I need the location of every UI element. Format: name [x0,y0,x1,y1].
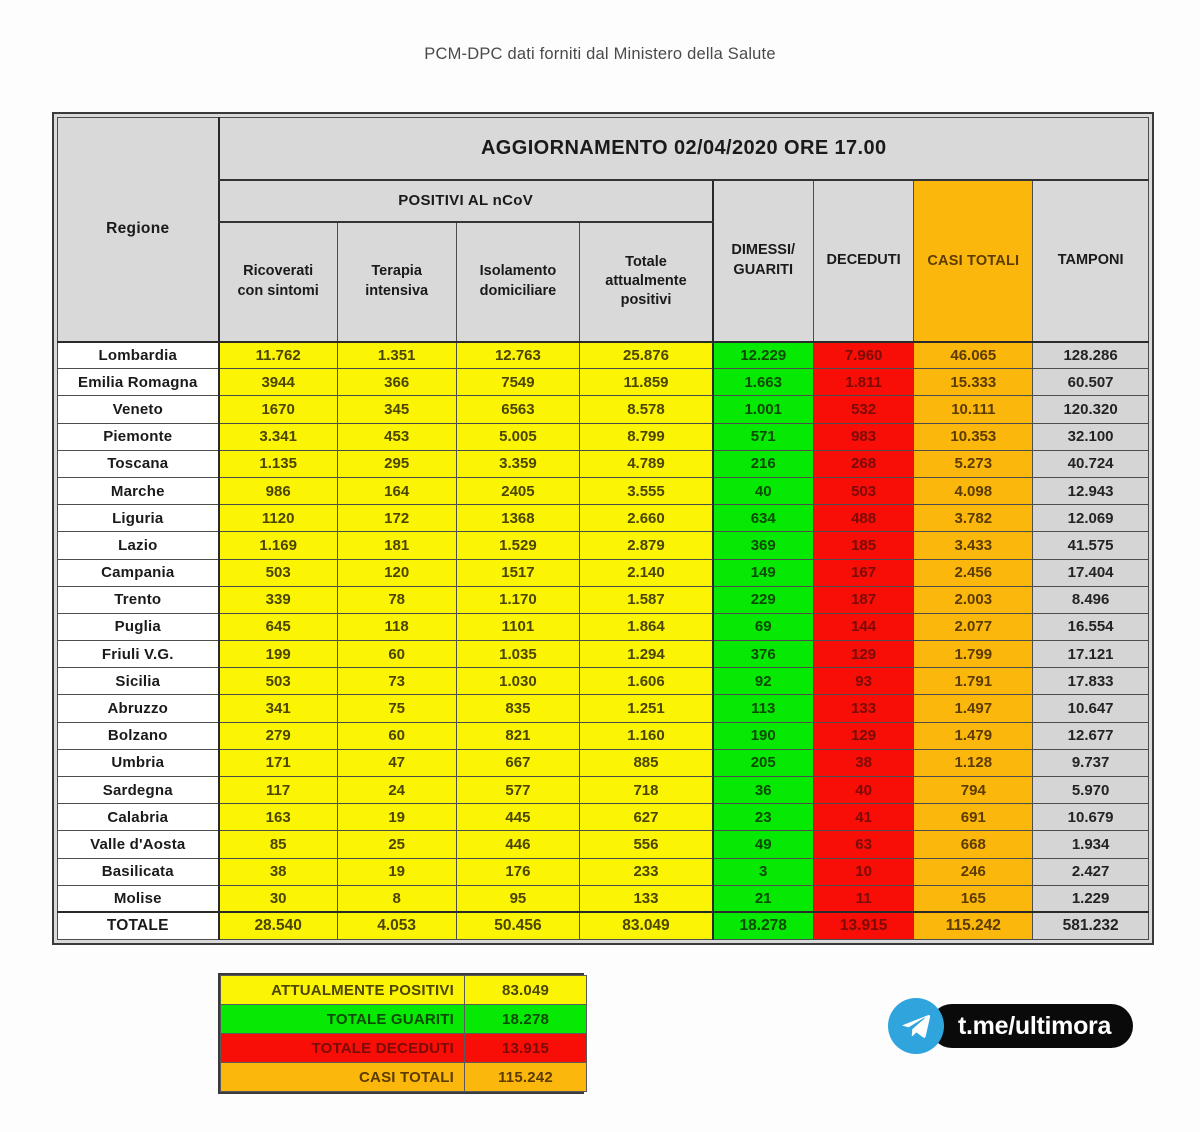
cell-totale-positivi: 718 [580,777,713,804]
header-dimessi-line2: GUARITI [733,261,794,278]
cell-terapia: 118 [337,613,456,640]
cell-casi-totali: 794 [914,777,1033,804]
cell-totale-positivi: 8.578 [580,396,713,423]
cell-terapia: 25 [337,831,456,858]
header-isolamento-line2: domiciliare [479,282,557,299]
cell-dimessi: 216 [713,450,814,477]
cell-totale-positivi: 1.160 [580,722,713,749]
cell-casi-totali: 10.353 [914,423,1033,450]
cell-ricoverati: 503 [219,559,338,586]
cell-ricoverati: 986 [219,477,338,504]
header-totpos-line2: attualmente [605,272,687,289]
cell-terapia: 345 [337,396,456,423]
cell-casi-totali: 3.433 [914,532,1033,559]
cell-casi-totali: 1.128 [914,749,1033,776]
cell-terapia: 120 [337,559,456,586]
cell-tamponi: 12.069 [1033,505,1149,532]
cell-totale-positivi: 1.251 [580,695,713,722]
table-row [58,505,1149,532]
cell-deceduti: 38 [813,749,914,776]
cell-terapia: 60 [337,641,456,668]
cell-isolamento: 1101 [456,613,580,640]
cell-totale-positivi: 1.587 [580,586,713,613]
header-tamponi: TAMPONI [1033,180,1149,342]
cell-tamponi: 12.677 [1033,722,1149,749]
header-deceduti: DECEDUTI [813,180,914,342]
cell-isolamento: 1.035 [456,641,580,668]
cell-deceduti: 63 [813,831,914,858]
cell-tamponi: 17.833 [1033,668,1149,695]
cell-regione: Veneto [58,396,219,423]
cell-ricoverati: 171 [219,749,338,776]
cell-terapia: 73 [337,668,456,695]
cell-isolamento: 50.456 [456,912,580,939]
cell-totale-positivi: 1.294 [580,641,713,668]
cell-dimessi: 36 [713,777,814,804]
cell-ricoverati: 503 [219,668,338,695]
header-totale-attualmente-positivi [580,222,713,342]
cell-terapia: 75 [337,695,456,722]
cell-tamponi: 1.229 [1033,885,1149,912]
source-note: PCM-DPC dati forniti dal Ministero della Salute [424,45,776,63]
cell-regione: Piemonte [58,423,219,450]
table-row-total [58,912,1149,939]
cell-tamponi: 40.724 [1033,450,1149,477]
legend-table [220,975,587,1092]
cell-casi-totali: 2.003 [914,586,1033,613]
header-ricoverati [219,222,338,342]
cell-regione: Friuli V.G. [58,641,219,668]
header-dimessi-line1: DIMESSI/ [731,242,796,259]
cell-ricoverati: 3944 [219,369,338,396]
header-terapia-intensiva [337,222,456,342]
cell-tamponi: 8.496 [1033,586,1149,613]
main-table [57,117,1149,940]
cell-regione: TOTALE [58,912,219,939]
cell-ricoverati: 1120 [219,505,338,532]
cell-ricoverati: 339 [219,586,338,613]
header-regione: Regione [58,118,219,342]
cell-isolamento: 1368 [456,505,580,532]
cell-terapia: 453 [337,423,456,450]
cell-terapia: 366 [337,369,456,396]
cell-regione: Toscana [58,450,219,477]
telegram-logo-icon [888,998,944,1054]
legend-label: TOTALE DECEDUTI [221,1034,465,1063]
cell-regione: Abruzzo [58,695,219,722]
cell-terapia: 19 [337,804,456,831]
cell-dimessi: 571 [713,423,814,450]
cell-tamponi: 9.737 [1033,749,1149,776]
cell-deceduti: 133 [813,695,914,722]
cell-ricoverati: 3.341 [219,423,338,450]
table-row [58,532,1149,559]
cell-regione: Puglia [58,613,219,640]
cell-deceduti: 185 [813,532,914,559]
header-totpos-line3: positivi [620,292,672,309]
legend-value: 18.278 [465,1005,587,1034]
cell-tamponi: 10.647 [1033,695,1149,722]
legend-label: CASI TOTALI [221,1063,465,1092]
summary-legend [218,973,584,1094]
cell-casi-totali: 10.111 [914,396,1033,423]
cell-deceduti: 40 [813,777,914,804]
header-terapia-line1: Terapia [371,263,422,280]
cell-ricoverati: 30 [219,885,338,912]
cell-ricoverati: 163 [219,804,338,831]
cell-deceduti: 532 [813,396,914,423]
cell-tamponi: 5.970 [1033,777,1149,804]
cell-regione: Calabria [58,804,219,831]
cell-ricoverati: 645 [219,613,338,640]
cell-totale-positivi: 2.660 [580,505,713,532]
cell-dimessi: 634 [713,505,814,532]
cell-tamponi: 2.427 [1033,858,1149,885]
cell-dimessi: 229 [713,586,814,613]
table-row [58,641,1149,668]
legend-row [221,976,587,1005]
table-row [58,722,1149,749]
cell-ricoverati: 341 [219,695,338,722]
cell-deceduti: 187 [813,586,914,613]
cell-casi-totali: 691 [914,804,1033,831]
cell-totale-positivi: 2.879 [580,532,713,559]
cell-deceduti: 983 [813,423,914,450]
cell-casi-totali: 2.456 [914,559,1033,586]
cell-isolamento: 821 [456,722,580,749]
cell-isolamento: 5.005 [456,423,580,450]
cell-casi-totali: 1.791 [914,668,1033,695]
cell-regione: Trento [58,586,219,613]
cell-tamponi: 12.943 [1033,477,1149,504]
cell-dimessi: 369 [713,532,814,559]
cell-deceduti: 503 [813,477,914,504]
legend-row [221,1063,587,1092]
cell-regione: Liguria [58,505,219,532]
cell-totale-positivi: 556 [580,831,713,858]
table-row [58,477,1149,504]
cell-isolamento: 1.529 [456,532,580,559]
cell-deceduti: 268 [813,450,914,477]
header-terapia-line2: intensiva [365,282,429,299]
cell-terapia: 47 [337,749,456,776]
cell-dimessi: 1.001 [713,396,814,423]
table-row [58,858,1149,885]
legend-value: 83.049 [465,976,587,1005]
cell-terapia: 78 [337,586,456,613]
cell-dimessi: 113 [713,695,814,722]
cell-totale-positivi: 627 [580,804,713,831]
cell-deceduti: 129 [813,641,914,668]
header-casi-totali: CASI TOTALI [914,180,1033,342]
cell-tamponi: 17.404 [1033,559,1149,586]
cell-isolamento: 1517 [456,559,580,586]
cell-isolamento: 95 [456,885,580,912]
cell-terapia: 4.053 [337,912,456,939]
cell-ricoverati: 28.540 [219,912,338,939]
cell-tamponi: 581.232 [1033,912,1149,939]
cell-isolamento: 445 [456,804,580,831]
cell-dimessi: 149 [713,559,814,586]
cell-dimessi: 12.229 [713,342,814,369]
cell-tamponi: 128.286 [1033,342,1149,369]
cell-deceduti: 129 [813,722,914,749]
header-update-title: AGGIORNAMENTO 02/04/2020 ORE 17.00 [219,118,1149,180]
cell-casi-totali: 15.333 [914,369,1033,396]
cell-terapia: 19 [337,858,456,885]
legend-label: TOTALE GUARITI [221,1005,465,1034]
cell-regione: Lombardia [58,342,219,369]
table-row [58,777,1149,804]
cell-casi-totali: 115.242 [914,912,1033,939]
cell-terapia: 181 [337,532,456,559]
cell-tamponi: 120.320 [1033,396,1149,423]
cell-deceduti: 488 [813,505,914,532]
cell-isolamento: 2405 [456,477,580,504]
cell-isolamento: 1.170 [456,586,580,613]
cell-regione: Valle d'Aosta [58,831,219,858]
table-row [58,559,1149,586]
cell-isolamento: 6563 [456,396,580,423]
cell-regione: Sardegna [58,777,219,804]
header-ricoverati-line1: Ricoverati [243,263,314,280]
telegram-watermark[interactable] [888,998,1133,1054]
cell-dimessi: 21 [713,885,814,912]
cell-casi-totali: 668 [914,831,1033,858]
table-row [58,695,1149,722]
table-row [58,396,1149,423]
header-totpos-line1: Totale [625,253,667,270]
cell-ricoverati: 117 [219,777,338,804]
cell-terapia: 1.351 [337,342,456,369]
cell-ricoverati: 279 [219,722,338,749]
table-row [58,749,1149,776]
cell-casi-totali: 3.782 [914,505,1033,532]
cell-isolamento: 3.359 [456,450,580,477]
cell-tamponi: 16.554 [1033,613,1149,640]
cell-isolamento: 446 [456,831,580,858]
cell-regione: Sicilia [58,668,219,695]
cell-casi-totali: 246 [914,858,1033,885]
table-row [58,831,1149,858]
cell-terapia: 172 [337,505,456,532]
cell-casi-totali: 5.273 [914,450,1033,477]
table-row [58,804,1149,831]
telegram-handle-text: t.me/ultimora [958,1011,1112,1040]
cell-totale-positivi: 4.789 [580,450,713,477]
cell-totale-positivi: 133 [580,885,713,912]
cell-dimessi: 376 [713,641,814,668]
header-dimessi-guariti [713,180,814,342]
header-isolamento-domiciliare [456,222,580,342]
cell-dimessi: 190 [713,722,814,749]
legend-value: 115.242 [465,1063,587,1092]
cell-dimessi: 1.663 [713,369,814,396]
cell-totale-positivi: 83.049 [580,912,713,939]
cell-tamponi: 17.121 [1033,641,1149,668]
cell-casi-totali: 46.065 [914,342,1033,369]
cell-regione: Campania [58,559,219,586]
cell-ricoverati: 1670 [219,396,338,423]
cell-regione: Bolzano [58,722,219,749]
cell-isolamento: 835 [456,695,580,722]
cell-tamponi: 1.934 [1033,831,1149,858]
cell-ricoverati: 1.135 [219,450,338,477]
cell-isolamento: 7549 [456,369,580,396]
cell-regione: Basilicata [58,858,219,885]
cell-totale-positivi: 25.876 [580,342,713,369]
cell-deceduti: 1.811 [813,369,914,396]
cell-terapia: 295 [337,450,456,477]
header-isolamento-line1: Isolamento [479,263,557,280]
table-row [58,885,1149,912]
table-header [58,118,1149,342]
table-body [58,342,1149,940]
cell-deceduti: 41 [813,804,914,831]
legend-label: ATTUALMENTE POSITIVI [221,976,465,1005]
covid-data-table [52,112,1154,945]
legend-value: 13.915 [465,1034,587,1063]
cell-regione: Lazio [58,532,219,559]
cell-totale-positivi: 8.799 [580,423,713,450]
cell-totale-positivi: 3.555 [580,477,713,504]
cell-isolamento: 176 [456,858,580,885]
cell-regione: Umbria [58,749,219,776]
cell-dimessi: 40 [713,477,814,504]
legend-row [221,1005,587,1034]
cell-dimessi: 23 [713,804,814,831]
cell-regione: Emilia Romagna [58,369,219,396]
cell-deceduti: 13.915 [813,912,914,939]
cell-isolamento: 12.763 [456,342,580,369]
cell-totale-positivi: 1.606 [580,668,713,695]
cell-casi-totali: 165 [914,885,1033,912]
legend-row [221,1034,587,1063]
header-ricoverati-line2: con sintomi [237,282,319,299]
cell-isolamento: 1.030 [456,668,580,695]
table-row [58,342,1149,369]
telegram-handle-pill [930,1004,1133,1048]
cell-deceduti: 167 [813,559,914,586]
cell-terapia: 8 [337,885,456,912]
table-row [58,450,1149,477]
cell-totale-positivi: 885 [580,749,713,776]
cell-casi-totali: 1.799 [914,641,1033,668]
cell-totale-positivi: 233 [580,858,713,885]
cell-ricoverati: 11.762 [219,342,338,369]
cell-dimessi: 92 [713,668,814,695]
cell-terapia: 24 [337,777,456,804]
cell-ricoverati: 1.169 [219,532,338,559]
cell-regione: Molise [58,885,219,912]
table-row [58,369,1149,396]
cell-deceduti: 93 [813,668,914,695]
cell-casi-totali: 1.479 [914,722,1033,749]
cell-totale-positivi: 11.859 [580,369,713,396]
cell-ricoverati: 85 [219,831,338,858]
cell-totale-positivi: 2.140 [580,559,713,586]
cell-isolamento: 577 [456,777,580,804]
cell-deceduti: 10 [813,858,914,885]
header-positivi-group: POSITIVI AL nCoV [219,180,713,222]
cell-tamponi: 10.679 [1033,804,1149,831]
cell-regione: Marche [58,477,219,504]
cell-dimessi: 69 [713,613,814,640]
cell-casi-totali: 2.077 [914,613,1033,640]
cell-ricoverati: 38 [219,858,338,885]
cell-ricoverati: 199 [219,641,338,668]
cell-isolamento: 667 [456,749,580,776]
cell-terapia: 60 [337,722,456,749]
table-row [58,613,1149,640]
cell-casi-totali: 1.497 [914,695,1033,722]
cell-dimessi: 205 [713,749,814,776]
table-row [58,668,1149,695]
cell-totale-positivi: 1.864 [580,613,713,640]
legend-body [221,976,587,1092]
cell-tamponi: 41.575 [1033,532,1149,559]
cell-deceduti: 144 [813,613,914,640]
table-row [58,423,1149,450]
table-row [58,586,1149,613]
cell-terapia: 164 [337,477,456,504]
cell-deceduti: 7.960 [813,342,914,369]
cell-casi-totali: 4.098 [914,477,1033,504]
cell-deceduti: 11 [813,885,914,912]
cell-dimessi: 18.278 [713,912,814,939]
cell-dimessi: 49 [713,831,814,858]
cell-dimessi: 3 [713,858,814,885]
cell-tamponi: 60.507 [1033,369,1149,396]
cell-tamponi: 32.100 [1033,423,1149,450]
